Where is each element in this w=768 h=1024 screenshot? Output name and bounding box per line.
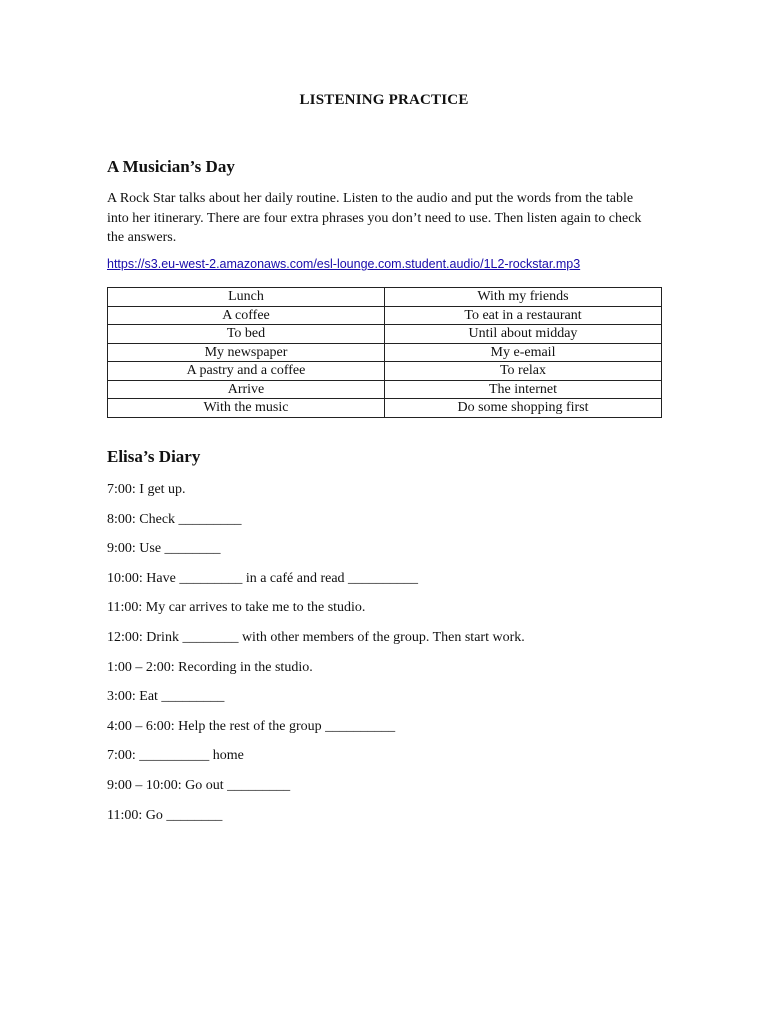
section-heading-elisas-diary: Elisa’s Diary xyxy=(107,447,201,466)
table-cell: Until about midday xyxy=(385,325,662,344)
table-cell: Lunch xyxy=(108,288,385,307)
table-row xyxy=(108,362,662,381)
diary-entry: 9:00: Use ________ xyxy=(107,541,221,557)
audio-link[interactable]: https://s3.eu-west-2.amazonaws.com/esl-lounge.com.student.audio/1L2-rockstar.mp3 xyxy=(107,257,581,271)
table-cell: To bed xyxy=(108,325,385,344)
table-row xyxy=(108,399,662,418)
table-cell: Arrive xyxy=(108,380,385,399)
diary-entry: 11:00: Go ________ xyxy=(107,807,223,823)
word-table xyxy=(107,287,662,418)
table-row xyxy=(108,306,662,325)
diary-entry: 8:00: Check _________ xyxy=(107,511,242,527)
diary-entry: 4:00 – 6:00: Help the rest of the group __________ xyxy=(107,718,396,734)
table-row xyxy=(108,325,662,344)
instructions-paragraph xyxy=(107,189,652,248)
diary-entry: 10:00: Have _________ in a café and read __________ xyxy=(107,570,419,586)
diary-entry: 7:00: __________ home xyxy=(107,748,244,764)
diary-entry: 11:00: My car arrives to take me to the studio. xyxy=(107,600,366,616)
instructions-text: A Rock Star talks about her daily routine. Listen to the audio and put the words from the table into her itinerary. There are four extra phrases you don’t need to use. Then listen again to check the answers. xyxy=(107,191,642,245)
diary-list xyxy=(107,480,667,835)
page-title: LISTENING PRACTICE xyxy=(299,92,469,108)
table-cell: Do some shopping first xyxy=(385,399,662,418)
section-heading-musicians-day: A Musician’s Day xyxy=(107,157,235,176)
table-cell: A coffee xyxy=(108,306,385,325)
diary-entry: 1:00 – 2:00: Recording in the studio. xyxy=(107,659,313,675)
diary-entry: 12:00: Drink ________ with other members of the group. Then start work. xyxy=(107,629,525,645)
table-cell: To eat in a restaurant xyxy=(385,306,662,325)
diary-entry: 3:00: Eat _________ xyxy=(107,689,225,705)
table-cell: My e-email xyxy=(385,343,662,362)
table-cell: To relax xyxy=(385,362,662,381)
table-cell: The internet xyxy=(385,380,662,399)
table-row xyxy=(108,343,662,362)
diary-entry: 9:00 – 10:00: Go out _________ xyxy=(107,777,291,793)
table-cell: With my friends xyxy=(385,288,662,307)
diary-entry: 7:00: I get up. xyxy=(107,482,186,497)
table-cell: My newspaper xyxy=(108,343,385,362)
table-row xyxy=(108,288,662,307)
table-row xyxy=(108,380,662,399)
table-cell: With the music xyxy=(108,399,385,418)
table-cell: A pastry and a coffee xyxy=(108,362,385,381)
